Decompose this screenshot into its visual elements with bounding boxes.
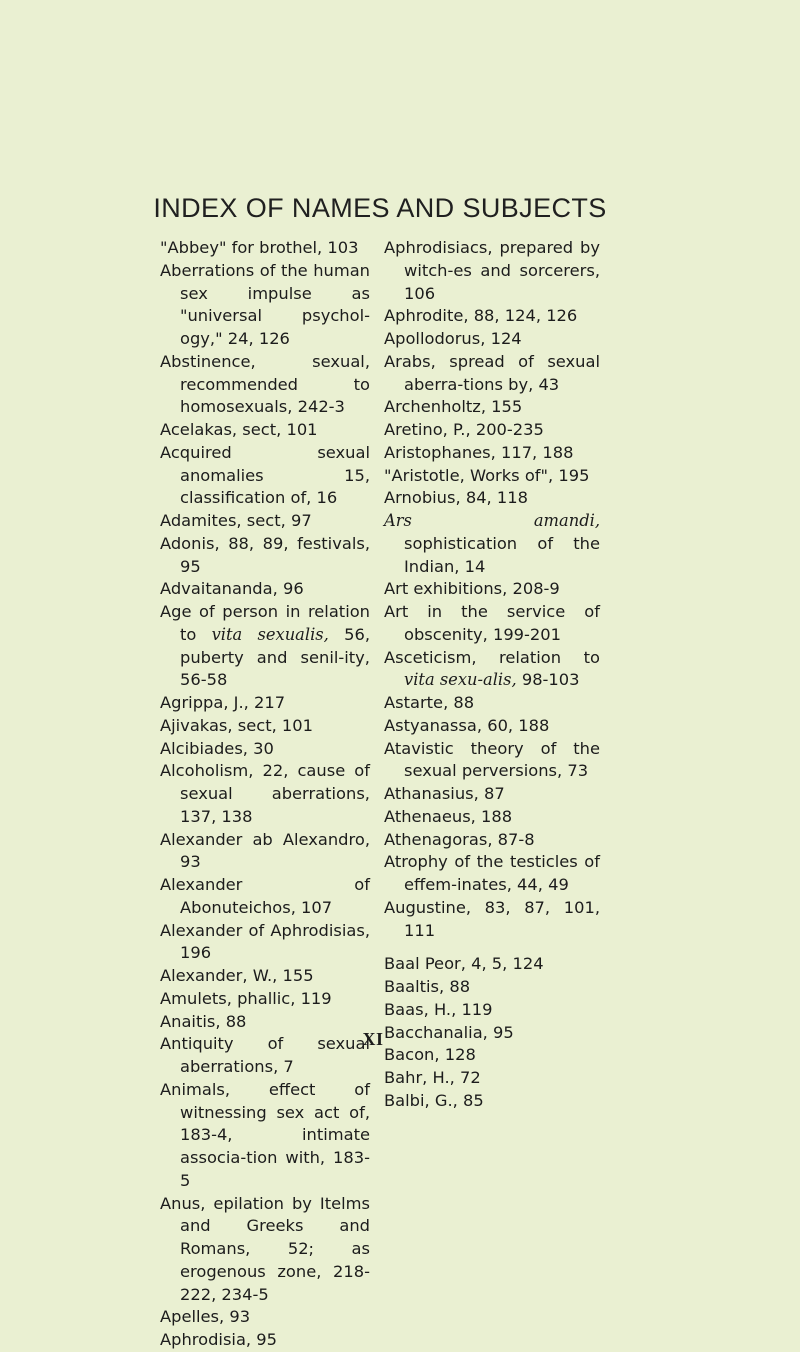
- index-entry: Aretino, P., 200-235: [384, 420, 544, 439]
- index-entry: Alexander of Aphrodisias, 196: [160, 920, 370, 963]
- index-entry: "Aristotle, Works of", 195: [384, 465, 590, 485]
- index-entry: Aberrations of the human sex impulse as "universal psychol-ogy," 24, 126: [160, 260, 370, 348]
- index-entry: Apollodorus, 124: [384, 329, 522, 348]
- index-entry: Archenholtz, 155: [384, 397, 523, 417]
- index-entry: Baas, H., 119: [384, 999, 493, 1019]
- index-column-right: [384, 237, 600, 1113]
- index-column-left: [160, 237, 370, 1352]
- index-entry: Antiquity of sexual aberrations, 7: [160, 1034, 370, 1076]
- index-entry: Aristophanes, 117, 188: [384, 442, 574, 462]
- index-entry: Bacchanalia, 95: [384, 1022, 514, 1042]
- index-entry: Athenagoras, 87-8: [384, 829, 535, 849]
- index-entry: Astarte, 88: [384, 693, 475, 712]
- index-entry: [160, 601, 370, 692]
- index-entry-text: Age of person in relation to: [160, 602, 370, 644]
- index-entry: Astyanassa, 60, 188: [384, 715, 550, 735]
- index-entry: Augustine, 83, 87, 101, 111: [384, 897, 600, 940]
- index-entry: Alcoholism, 22, cause of sexual aberrations, 137, 138: [160, 761, 370, 826]
- index-entry: Agrippa, J., 217: [160, 693, 286, 712]
- page-number: XI: [362, 1029, 384, 1049]
- index-entry: Animals, effect of witnessing sex act of, 183-4, intimate associa-tion with, 183-5: [160, 1079, 370, 1190]
- index-entry: Athanasius, 87: [384, 784, 505, 803]
- index-entry: Arnobius, 84, 118: [384, 488, 528, 508]
- index-entry: Bacon, 128: [384, 1045, 476, 1065]
- index-entry: Alexander, W., 155: [160, 966, 314, 985]
- index-entry: Atrophy of the testicles of effem-inates, 44, 49: [384, 852, 600, 894]
- index-entry: Bahr, H., 72: [384, 1068, 481, 1087]
- index-entry: Abstinence, sexual, recommended to homosexuals, 242-3: [160, 351, 370, 417]
- index-entry: Aphrodite, 88, 124, 126: [384, 306, 578, 326]
- index-entry: Aphrodisia, 95: [160, 1330, 277, 1349]
- index-entry: Adonis, 88, 89, festivals, 95: [160, 533, 370, 576]
- index-entry: Ajivakas, sect, 101: [160, 715, 314, 735]
- index-entry: Acelakas, sect, 101: [160, 420, 318, 439]
- index-entry-text: sophistication of the Indian, 14: [404, 533, 600, 576]
- index-entry: Amulets, phallic, 119: [160, 988, 332, 1008]
- index-entry: "Abbey" for brothel, 103: [160, 238, 359, 257]
- index-entry-text: Asceticism, relation to: [384, 647, 600, 667]
- index-entry: Baal Peor, 4, 5, 124: [384, 954, 544, 974]
- index-entry: Apelles, 93: [160, 1307, 251, 1327]
- index-entry: Alexander of Abonuteichos, 107: [160, 875, 370, 917]
- index-entry: Alexander ab Alexandro, 93: [160, 829, 370, 872]
- index-entry-italic: vita sexu-alis,: [404, 670, 517, 690]
- index-entry: Anaitis, 88: [160, 1011, 247, 1031]
- index-entry: Alcibiades, 30: [160, 738, 274, 758]
- page-title: INDEX OF NAMES AND SUBJECTS: [153, 193, 607, 223]
- index-entry-italic: Ars amandi,: [384, 511, 600, 530]
- index-entry: Arabs, spread of sexual aberra-tions by, 43: [384, 351, 600, 394]
- index-entry: Aphrodisiacs, prepared by witch-es and sorcerers, 106: [384, 238, 600, 303]
- index-entry: Adamites, sect, 97: [160, 511, 312, 530]
- index-entry: Balbi, G., 85: [384, 1090, 484, 1110]
- index-entry: Atavistic theory of the sexual perversions, 73: [384, 738, 600, 781]
- index-entry-text: 56, puberty and senil-ity, 56-58: [180, 624, 370, 690]
- index-entry-italic: vita sexualis,: [211, 624, 329, 644]
- index-entry: Athenaeus, 188: [384, 806, 513, 826]
- index-entry: [384, 647, 600, 693]
- index-entry: Art in the service of obscenity, 199-201: [384, 602, 600, 644]
- index-entry: Acquired sexual anomalies 15, classification of, 16: [160, 442, 370, 508]
- index-entry: Anus, epilation by Itelms and Greeks and Romans, 52; as erogenous zone, 218-222, 234-5: [160, 1193, 370, 1304]
- index-entry-text: 98-103: [516, 670, 580, 690]
- index-entry: Art exhibitions, 208-9: [384, 579, 560, 599]
- index-entry: Advaitananda, 96: [160, 579, 304, 599]
- index-entry: [384, 510, 600, 578]
- index-entry: Baaltis, 88: [384, 977, 471, 996]
